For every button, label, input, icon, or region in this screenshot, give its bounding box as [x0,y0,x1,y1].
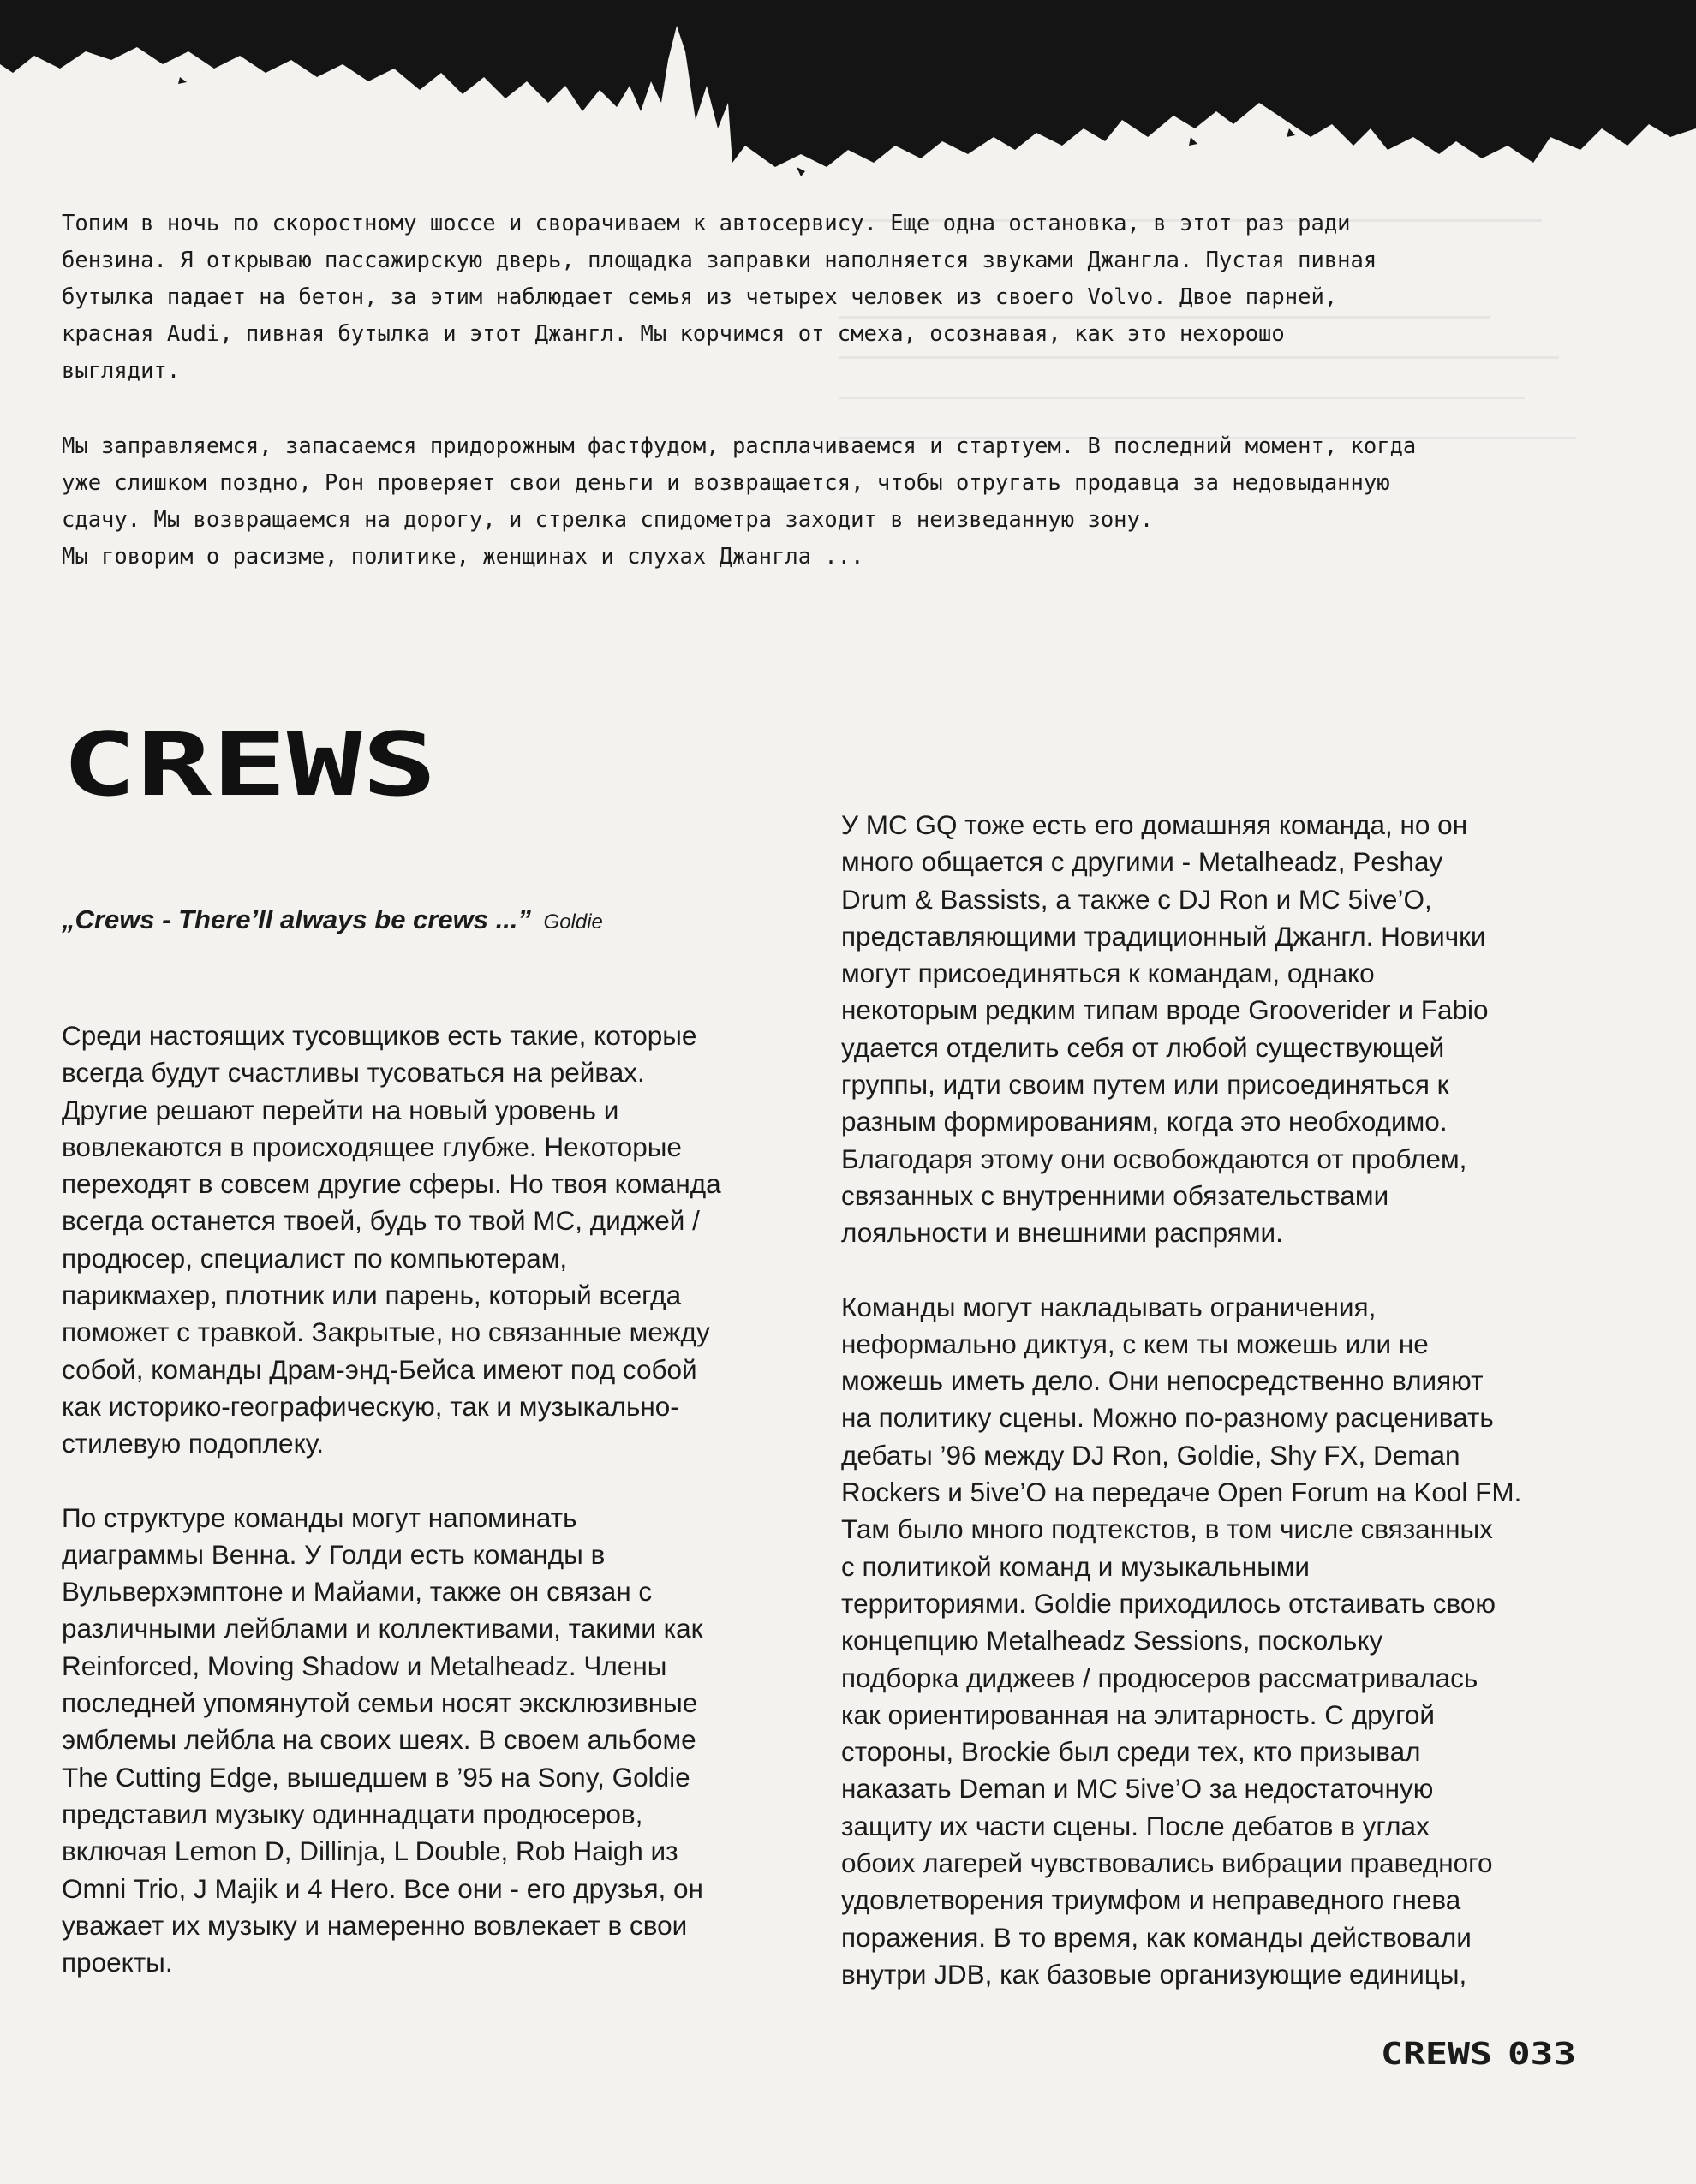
heading-text: CREWS [62,728,437,805]
ink-border-top [0,0,1696,180]
text-line: обоих лагерей чувствовались вибрации праведного [841,1847,1493,1879]
text-line: представил музыку одиннадцати продюсеров, [62,1798,643,1829]
text-line: вовлекаются в происходящее глубже. Некоторые [62,1131,682,1162]
text-line: лояльности и внешними распрями. [841,1217,1283,1249]
text-line: У MC GQ тоже есть его домашняя команда, но он [841,809,1468,840]
text-line: уважает их музыку и намеренно вовлекает в свои [62,1909,688,1941]
text-line: Omni Trio, J Majik и 4 Hero. Все они - его друзья, он [62,1872,703,1904]
text-line: The Cutting Edge, вышедшем в ’95 на Sony, Goldie [62,1761,690,1793]
page-footer [1381,2037,1578,2071]
paragraph [62,1017,798,1463]
text-line: Благодаря этому они освобождаются от проблем, [841,1143,1467,1174]
text-line: стилевую подоплеку. [62,1428,325,1459]
text-line: дебаты ’96 между DJ Ron, Goldie, Shy FX, Deman [841,1439,1460,1471]
quote-author: Goldie [543,910,603,934]
intro-paragraph-1 [62,206,1586,390]
text-line: неформально диктуя, с кем ты можешь или не [841,1328,1429,1359]
text-line: уже слишком поздно, Рон проверяет свои деньги и возвращается, чтобы отругать продавца за недовыданную [62,470,1390,496]
text-line: как ориентированная на элитарность. С другой [841,1698,1435,1730]
text-line: последней упомянутой семьи носят эксклюзивные [62,1687,698,1719]
text-line: бутылка падает на бетон, за этим наблюдает семья из четырех человек из своего Volvo. Двое парней, [62,284,1338,310]
text-line: поражения. В то время, как команды действовали [841,1921,1472,1953]
text-line: включая Lemon D, Dillinja, L Double, Rob Haigh из [62,1835,678,1867]
text-line: красная Audi, пивная бутылка и этот Джангл. Мы корчимся от смеха, осознавая, как это нехорошо [62,321,1285,347]
text-line: парикмахер, плотник или парень, который всегда [62,1280,682,1311]
epigraph [62,904,603,935]
text-line: защиту их части сцены. После дебатов в углах [841,1810,1430,1841]
text-line: представляющими традиционный Джангл. Новички [841,920,1486,952]
text-line: Rockers и 5ive’O на передаче Open Forum на Kool FM. [841,1477,1522,1508]
ink-splatter-shape [0,0,1696,167]
text-line: разным формированиям, когда это необходимо. [841,1106,1448,1137]
text-line: По структуре команды могут напоминать [62,1501,577,1533]
text-line: удается отделить себя от любой существующей [841,1031,1445,1063]
intro-paragraph-2 [62,428,1586,576]
text-line: концепцию Metalheadz Sessions, поскольку [841,1625,1383,1656]
text-line: сдачу. Мы возвращаемся на дорогу, и стрелка спидометра заходит в неизведанную зону. [62,507,1154,533]
text-line: Мы говорим о расизме, политике, женщинах и слухах Джангла ... [62,544,864,570]
text-line: стороны, Brockie был среди тех, кто призывал [841,1736,1421,1768]
paragraph [62,1500,798,1982]
text-line: Топим в ночь по скоростному шоссе и сворачиваем к автосервису. Еще одна остановка, в этот раз ради [62,211,1351,236]
text-line: всегда будут счастливы тусоваться на рейвах. [62,1057,645,1089]
section-heading [62,728,439,805]
text-line: бензина. Я открываю пассажирскую дверь, площадка заправки наполняется звуками Джангла. Пустая пивная [62,248,1377,273]
text-line: внутри JDB, как базовые организующие единицы, [841,1958,1467,1990]
text-line: Другие решают перейти на новый уровень и [62,1094,619,1125]
right-column [841,807,1578,1993]
text-line: переходят в совсем другие сферы. Но твоя команда [62,1168,721,1200]
text-line: группы, идти своим путем или присоединяться к [841,1069,1449,1101]
text-line: Там было много подтекстов, в том числе связанных [841,1513,1493,1545]
text-line: много общается с другими - Metalheadz, Peshay [841,846,1443,878]
text-line: некоторым редким типам вроде Grooverider и Fabio [841,994,1489,1026]
text-line: могут присоединяться к командам, однако [841,958,1375,989]
text-line: проекты. [62,1947,173,1978]
text-line: наказать Deman и MC 5ive’O за недостаточную [841,1773,1434,1805]
text-line: различными лейблами и коллективами, такими как [62,1613,703,1644]
text-line: связанных с внутренними обязательствами [841,1179,1389,1211]
text-line: как историко-географическую, так и музыкально- [62,1390,679,1422]
text-line: подборка диджеев / продюсеров рассматривалась [841,1662,1478,1693]
paragraph [841,807,1578,1252]
quote-text: „Crews - There’ll always be crews ...” [62,904,531,934]
text-line: эмблемы лейбла на своих шеях. В своем альбоме [62,1724,696,1756]
text-line: всегда останется твоей, будь то твой MC, диджей / [62,1205,700,1237]
left-column [62,1017,798,1981]
text-line: продюсер, специалист по компьютерам, [62,1242,568,1274]
text-line: поможет с травкой. Закрытые, но связанные между [62,1316,710,1348]
paragraph [841,1289,1578,1994]
text-line: Среди настоящих тусовщиков есть такие, которые [62,1020,697,1051]
text-line: Мы заправляемся, запасаемся придорожным фастфудом, расплачиваемся и стартуем. В последний момент, когда [62,433,1417,459]
footer-page-number: 033 [1508,2037,1576,2071]
text-line: собой, команды Драм-энд-Бейса имеют под собой [62,1353,697,1385]
text-line: на политику сцены. Можно по-разному расценивать [841,1402,1494,1434]
text-line: Вульверхэмптоне и Майами, также он связан с [62,1576,653,1608]
footer-section: CREWS [1381,2037,1492,2071]
text-line: территориями. Goldie приходилось отстаивать свою [841,1587,1496,1619]
text-line: Reinforced, Moving Shadow и Metalheadz. Члены [62,1650,667,1681]
text-line: можешь иметь дело. Они непосредственно влияют [841,1365,1484,1397]
text-line: выглядит. [62,358,181,384]
text-line: Команды могут накладывать ограничения, [841,1291,1377,1322]
text-line: удовлетворения триумфом и неправедного гнева [841,1884,1461,1916]
text-line: Drum & Bassists, а также с DJ Ron и MC 5ive’O, [841,883,1432,915]
text-line: с политикой команд и музыкальными [841,1550,1311,1582]
text-line: диаграммы Венна. У Голди есть команды в [62,1538,606,1570]
